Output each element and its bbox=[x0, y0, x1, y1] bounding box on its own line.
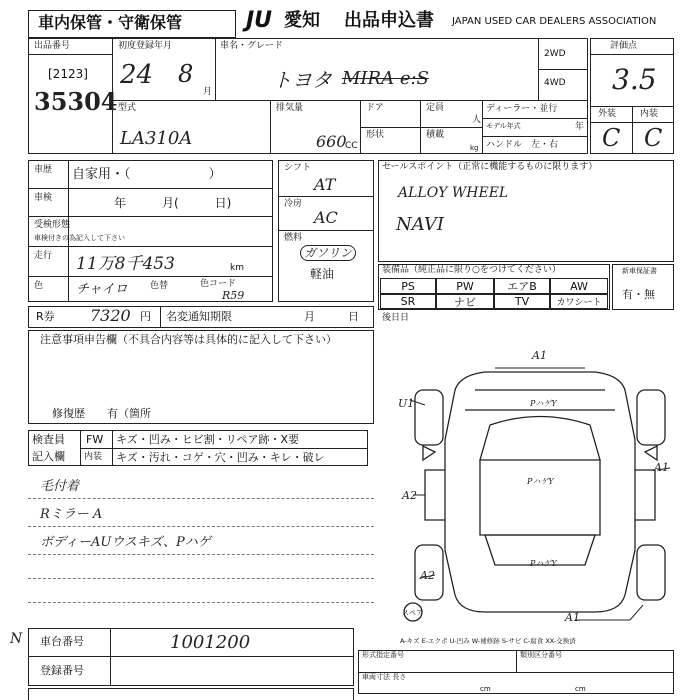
form-title: 出品申込書 bbox=[344, 10, 434, 31]
ac-label: 冷房 bbox=[284, 199, 303, 209]
year-unit: 年 bbox=[575, 122, 585, 132]
damage-mark-left-rear: A2 bbox=[420, 569, 435, 582]
equip-tv: TV bbox=[494, 294, 550, 309]
sales-points-block bbox=[378, 160, 674, 262]
notes-label: 注意事項申告欄（不具合内容等は具体的に記入して下さい） bbox=[40, 333, 337, 346]
chassis-label: 車台番号 bbox=[40, 635, 84, 648]
notice-label: 名変通知期限 bbox=[166, 310, 232, 323]
cm-unit-2: cm bbox=[575, 685, 586, 693]
sales-points-label: セールスポイント（正常に機能するものに限ります） bbox=[382, 162, 598, 172]
sales-point-1: ALLOY WHEEL bbox=[398, 185, 509, 201]
inspection-label: 車検 bbox=[34, 193, 53, 203]
assoc-name: JAPAN USED CAR DEALERS ASSOCIATION bbox=[452, 16, 657, 27]
kg-unit: kg bbox=[470, 144, 479, 152]
cc-unit: CC bbox=[345, 141, 358, 151]
damage-note-hood: PハゲY bbox=[530, 399, 557, 408]
wd2: 2WD bbox=[544, 49, 566, 59]
damage-note-roof: PハゲY bbox=[527, 477, 554, 486]
chassis-value: 1001200 bbox=[170, 632, 251, 653]
mileage-label: 走行 bbox=[34, 251, 53, 261]
handle-label: ハンドル 左・右 bbox=[486, 140, 559, 150]
storage-label: 車内保管・守衛保管 bbox=[38, 13, 183, 32]
category-label: 類別区分番号 bbox=[520, 651, 562, 659]
ju-logo: JU bbox=[246, 8, 273, 33]
org-name: 愛知 bbox=[284, 10, 320, 31]
damage-mark-top: A1 bbox=[532, 349, 547, 362]
recycle-unit: 円 bbox=[140, 310, 151, 323]
inspection-value: 年 月( 日) bbox=[114, 196, 232, 210]
history-label: 車歴 bbox=[34, 165, 53, 175]
first-reg-label: 初度登録年月 bbox=[118, 41, 173, 51]
model: LA310A bbox=[120, 128, 193, 149]
damage-legend: A-キズ E-エクボ U-凹み W-補修跡 S-サビ C-腐食 XX-交換済 bbox=[400, 637, 576, 645]
first-reg-month: 8 bbox=[178, 60, 194, 88]
inspector-label-2: 記入欄 bbox=[32, 450, 65, 463]
displacement: 660 bbox=[316, 132, 347, 151]
format-label: 形式指定番号 bbox=[362, 651, 404, 659]
remark-2: Rミラー A bbox=[40, 507, 103, 522]
remark-3: ボディーAUウスキズ、Pハゲ bbox=[40, 535, 211, 550]
equip-sr: SR bbox=[380, 294, 436, 309]
equip-aw: AW bbox=[550, 278, 608, 294]
capacity-label: 定員 bbox=[426, 103, 445, 113]
inspector-fw-tag: FW bbox=[86, 433, 104, 446]
color-code-value: R59 bbox=[222, 289, 245, 302]
first-reg-year: 24 bbox=[120, 60, 154, 90]
color-change-label: 色替 bbox=[150, 281, 169, 291]
recycle-label: R券 bbox=[36, 310, 55, 323]
interior-grade: C bbox=[644, 124, 663, 152]
exterior-label: 外装 bbox=[598, 109, 617, 119]
fuel-label: 燃料 bbox=[284, 233, 303, 243]
warranty-label: 新車保証書 bbox=[622, 267, 657, 275]
grade-score: 3.5 bbox=[612, 63, 657, 96]
dealer-label: ディーラー・並行 bbox=[486, 104, 558, 114]
equip-ps: PS bbox=[380, 278, 436, 294]
receipt-note: 車検付きの為記入して下さい bbox=[34, 234, 125, 242]
inspector-fw-text: キズ・凹み・ヒビ割・リペア跡・X要 bbox=[116, 433, 300, 446]
recycle-value: 7320 bbox=[90, 306, 131, 325]
equip-airbag: エアB bbox=[494, 278, 550, 294]
history-value: 自家用・（ ） bbox=[72, 167, 222, 182]
damage-mark-right-rear: A1 bbox=[565, 611, 580, 624]
equip-leather: カワシート bbox=[550, 294, 608, 309]
person-unit: 人 bbox=[472, 115, 482, 125]
color-code-label: 色コード bbox=[200, 279, 237, 289]
damage-mark-right: A1 bbox=[654, 461, 669, 474]
lot-number: 35304 bbox=[34, 87, 118, 116]
inspector-interior-tag: 内装 bbox=[84, 452, 103, 462]
equipment-label: 装備品（純正品に限り○をつけてください） bbox=[382, 265, 561, 275]
inspector-interior-text: キズ・汚れ・コゲ・穴・凹み・キレ・破レ bbox=[116, 451, 325, 464]
lot-label: 出品番号 bbox=[34, 41, 71, 51]
length-label: 車両寸法 長さ bbox=[362, 673, 407, 681]
spare-label: スペア bbox=[402, 609, 423, 617]
remark-1: 毛付着 bbox=[40, 479, 80, 494]
shape-label: 形状 bbox=[366, 130, 385, 140]
damage-mark-left: A2 bbox=[402, 489, 417, 502]
car-name: トヨタ bbox=[272, 68, 332, 92]
equip-navi: ナビ bbox=[436, 294, 494, 309]
equip-pw: PW bbox=[436, 278, 494, 294]
color-value: チャイロ bbox=[76, 282, 128, 297]
ac-value: AC bbox=[314, 208, 338, 227]
month-unit: 月 bbox=[203, 87, 213, 97]
shift-value: AT bbox=[314, 175, 336, 194]
inspector-label-1: 検査員 bbox=[32, 433, 65, 446]
grade-label: 評価点 bbox=[610, 41, 638, 51]
fuel-value: ガソリン bbox=[300, 245, 356, 261]
load-label: 積載 bbox=[426, 130, 445, 140]
cm-unit-1: cm bbox=[480, 685, 491, 693]
car-diagram bbox=[395, 350, 685, 635]
chassis-mark: N bbox=[10, 631, 23, 647]
mileage-unit: km bbox=[230, 263, 244, 273]
displacement-label: 排気量 bbox=[276, 103, 304, 113]
interior-label: 内装 bbox=[640, 109, 659, 119]
door-label: ドア bbox=[366, 103, 384, 113]
color-label: 色 bbox=[34, 281, 44, 291]
warranty-value: 有・無 bbox=[622, 288, 655, 301]
sales-point-2: NAVI bbox=[396, 214, 444, 235]
exterior-grade: C bbox=[602, 124, 621, 152]
name-grade-label: 車名・グレード bbox=[220, 41, 284, 51]
model-year-label: モデル年式 bbox=[486, 122, 521, 130]
wd4: 4WD bbox=[544, 78, 566, 88]
fuel-diesel: 軽油 bbox=[310, 267, 335, 281]
registration-label: 登録番号 bbox=[40, 664, 84, 677]
model-label: 型式 bbox=[118, 103, 137, 113]
repair-label: 修復歴 有（箇所 bbox=[52, 407, 151, 420]
shift-label: シフト bbox=[284, 163, 312, 173]
grade: MIRA e:S bbox=[342, 68, 429, 89]
back-date-label: 後日日 bbox=[382, 313, 410, 323]
mileage-value: 11万8千453 bbox=[76, 254, 175, 274]
notice-value: 月 日 bbox=[304, 310, 359, 323]
lot-bracket-no: [2123] bbox=[48, 67, 88, 81]
damage-note-trunk: PハゲY bbox=[530, 559, 557, 568]
damage-mark-left-front: U1 bbox=[398, 397, 415, 410]
receipt-label: 受検形態 bbox=[34, 220, 71, 230]
